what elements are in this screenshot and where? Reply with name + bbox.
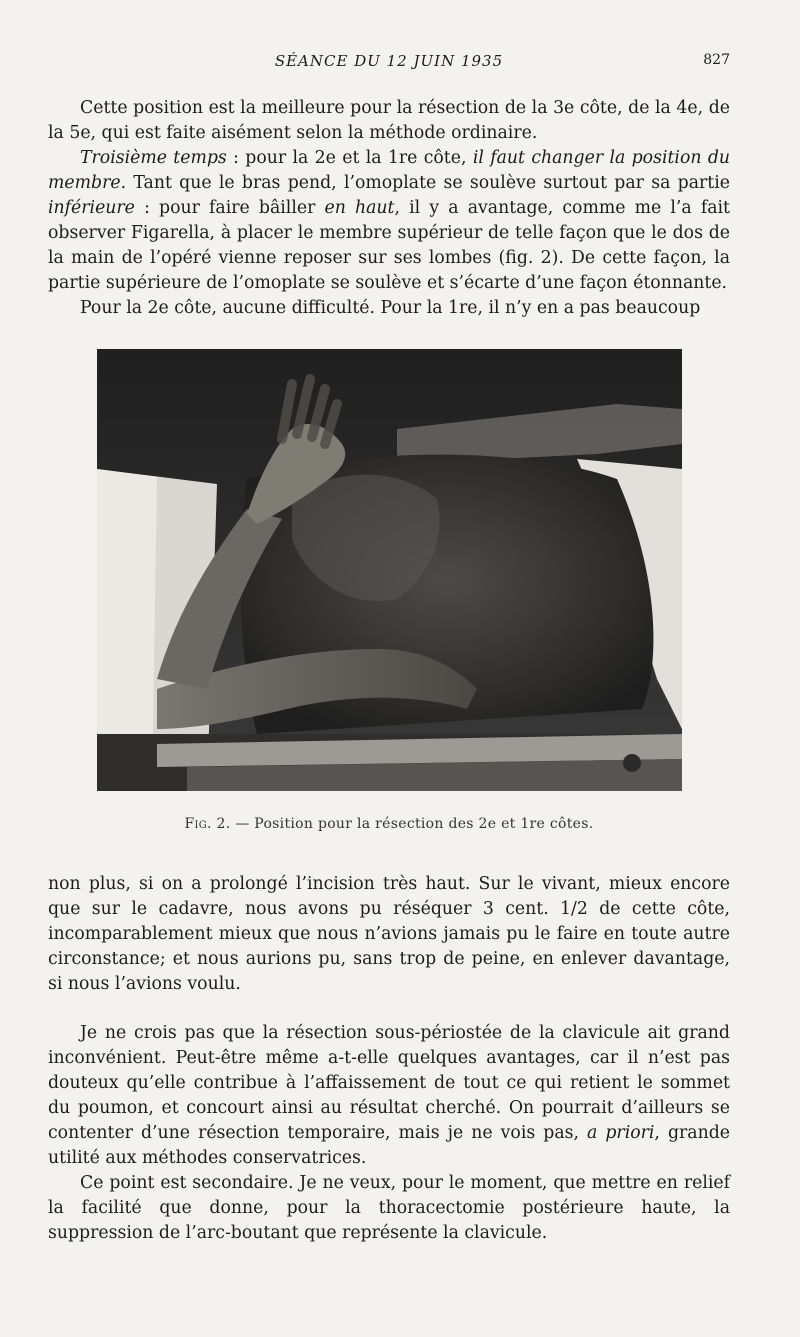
running-header — [48, 52, 730, 76]
paragraph-6: Ce point est secondaire. Je ne veux, pour le moment, que mettre en relief la facilité que donne, pour la thoracectomie postérieure haute, la suppression de l’arc-boutant que représente la clavicule. — [48, 1173, 730, 1243]
paragraph-1: Cette position est la meilleure pour la résection de la 3e côte, de la 4e, de la 5e, qui est faite aisément selon la méthode ordinaire. — [48, 98, 730, 143]
text-block-bottom — [48, 1021, 730, 1246]
paragraph-4: non plus, si on a prolongé l’incision très haut. Sur le vivant, mieux encore que sur le cadavre, nous avons pu réséquer 3 cent. 1/2 de cette côte, incomparablement mieux que nous n’avions jamais pu le faire en toute autre circonstance; et nous aurions pu, sans trop de peine, en enlever davantage, si nous l’avions voulu. — [48, 874, 730, 994]
figure-2-photo — [97, 349, 682, 791]
paragraph-2-text-3: : pour faire bâiller — [134, 198, 325, 218]
figure-caption — [48, 816, 730, 832]
paragraph-5-text-2: , grande utilité aux méthodes conservatrices. — [48, 1123, 730, 1168]
paragraph-2-italic-2: il faut changer la position du membre — [48, 148, 731, 193]
paragraph-5-text-1: Je ne crois pas que la résection sous-périostée de la clavicule ait grand inconvénient. Peut-être même a-t-elle quelques avantages, car il n’est pas douteux qu’elle contribue à l’affaissement de tout ce qui retient le sommet du poumon, et concourt ainsi au résultat cherché. On pourrait d’ailleurs se contenter d’une résection temporaire, mais je ne vois pas, — [48, 1023, 730, 1143]
paragraph-2-italic-4: en haut — [324, 198, 395, 218]
page-number: 827 — [703, 52, 730, 68]
text-block-top — [48, 96, 730, 321]
paragraph-2-italic-3: inférieure — [48, 198, 135, 218]
paragraph-5-italic: a priori — [587, 1123, 655, 1143]
text-block-middle — [48, 872, 730, 997]
patient-photo-illustration — [97, 349, 682, 791]
paragraph-2-text-4: , il y a avantage, comme me l’a fait observer Figarella, à placer le membre supérieur de telle façon que le dos de la main de l’opéré vienne reposer sur ses lombes (fig. 2). De cette façon, la partie supérieure de l’omoplate se soulève et s’écarte d’une façon étonnante. — [48, 198, 731, 293]
figure-caption-text: — Position pour la résection des 2e et 1re côtes. — [230, 816, 594, 832]
paragraph-2-text-2: . Tant que le bras pend, l’omoplate se soulève surtout par sa partie — [120, 173, 730, 193]
paragraph-2-text-1: : pour la 2e et la 1re côte, — [226, 148, 473, 168]
header-title: SÉANCE DU 12 JUIN 1935 — [274, 52, 504, 70]
paragraph-5 — [48, 1021, 730, 1171]
figure-caption-label: Fig. 2. — [184, 816, 231, 832]
paragraph-3: Pour la 2e côte, aucune difficulté. Pour la 1re, il n’y en a pas beaucoup — [80, 298, 701, 318]
paragraph-2 — [48, 146, 730, 296]
paragraph-2-italic-1: Troisième temps — [80, 148, 227, 168]
